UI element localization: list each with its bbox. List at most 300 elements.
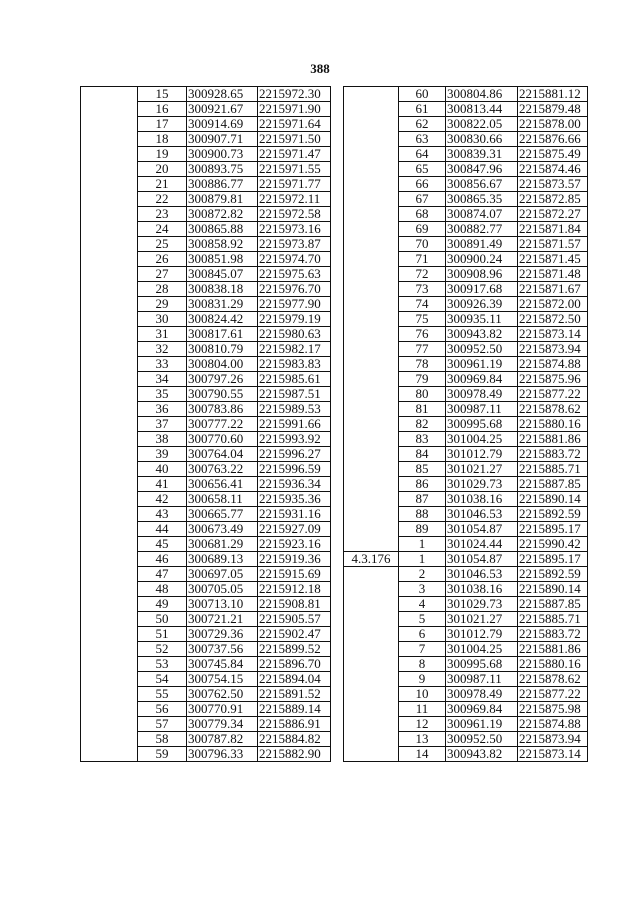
table-row [344,492,588,507]
point-number-cell: 30 [138,312,187,327]
y-coordinate-cell: 2215871.57 [518,237,588,252]
section-label-cell [81,282,138,297]
table-row [81,132,331,147]
x-coordinate-cell: 300665.77 [187,507,258,522]
section-label-cell [344,147,399,162]
table-row [81,717,331,732]
section-label-cell [344,477,399,492]
point-number-cell: 57 [138,717,187,732]
section-label-cell [344,102,399,117]
point-number-cell: 47 [138,567,187,582]
y-coordinate-cell: 2215971.90 [258,102,331,117]
table-row [344,732,588,747]
section-label-cell [344,282,399,297]
table-row [344,447,588,462]
table-row [81,282,331,297]
point-number-cell: 58 [138,732,187,747]
x-coordinate-cell: 300762.50 [187,687,258,702]
section-label-cell [344,177,399,192]
section-label-cell [81,627,138,642]
point-number-cell: 72 [399,267,446,282]
x-coordinate-cell: 300908.96 [446,267,518,282]
point-number-cell: 70 [399,237,446,252]
section-label-cell [81,672,138,687]
table-row [344,477,588,492]
x-coordinate-cell: 300978.49 [446,387,518,402]
table-row [344,402,588,417]
section-label-cell [344,612,399,627]
section-label-cell [344,582,399,597]
y-coordinate-cell: 2215971.64 [258,117,331,132]
section-label-cell [344,387,399,402]
section-label-cell [81,477,138,492]
y-coordinate-cell: 2215982.17 [258,342,331,357]
point-number-cell: 83 [399,432,446,447]
x-coordinate-cell: 300810.79 [187,342,258,357]
section-label-cell [81,732,138,747]
point-number-cell: 23 [138,207,187,222]
coordinates-table-left-body [81,87,331,762]
section-label-cell [81,582,138,597]
point-number-cell: 31 [138,327,187,342]
x-coordinate-cell: 300845.07 [187,267,258,282]
y-coordinate-cell: 2215890.14 [518,492,588,507]
section-label-cell [81,357,138,372]
y-coordinate-cell: 2215878.62 [518,402,588,417]
coordinates-table-right [343,86,588,762]
x-coordinate-cell: 300856.67 [446,177,518,192]
y-coordinate-cell: 2215971.55 [258,162,331,177]
x-coordinate-cell: 300681.29 [187,537,258,552]
table-row [81,237,331,252]
y-coordinate-cell: 2215877.22 [518,687,588,702]
table-row [81,567,331,582]
point-number-cell: 50 [138,612,187,627]
point-number-cell: 76 [399,327,446,342]
table-row [81,102,331,117]
table-row [81,357,331,372]
section-label-cell [81,417,138,432]
point-number-cell: 48 [138,582,187,597]
section-label-cell [344,222,399,237]
point-number-cell: 24 [138,222,187,237]
y-coordinate-cell: 2215873.57 [518,177,588,192]
x-coordinate-cell: 300831.29 [187,297,258,312]
point-number-cell: 36 [138,402,187,417]
y-coordinate-cell: 2215892.59 [518,567,588,582]
point-number-cell: 38 [138,432,187,447]
x-coordinate-cell: 301024.44 [446,537,518,552]
table-row [81,222,331,237]
table-row [344,132,588,147]
y-coordinate-cell: 2215977.90 [258,297,331,312]
x-coordinate-cell: 300787.82 [187,732,258,747]
section-label-cell [81,87,138,102]
y-coordinate-cell: 2215885.71 [518,462,588,477]
table-row [81,597,331,612]
y-coordinate-cell: 2215979.19 [258,312,331,327]
table-row [344,252,588,267]
y-coordinate-cell: 2215872.50 [518,312,588,327]
point-number-cell: 81 [399,402,446,417]
section-label-cell [344,237,399,252]
section-label-cell [344,342,399,357]
point-number-cell: 18 [138,132,187,147]
section-label-cell [81,507,138,522]
table-row [344,672,588,687]
y-coordinate-cell: 2215923.16 [258,537,331,552]
table-row [344,162,588,177]
point-number-cell: 60 [399,87,446,102]
x-coordinate-cell: 300779.34 [187,717,258,732]
x-coordinate-cell: 300886.77 [187,177,258,192]
table-row [344,582,588,597]
table-row [344,522,588,537]
table-row [81,207,331,222]
x-coordinate-cell: 301046.53 [446,507,518,522]
point-number-cell: 40 [138,462,187,477]
point-number-cell: 16 [138,102,187,117]
x-coordinate-cell: 301029.73 [446,477,518,492]
section-label-cell [344,717,399,732]
point-number-cell: 32 [138,342,187,357]
point-number-cell: 52 [138,642,187,657]
section-label-cell [344,132,399,147]
x-coordinate-cell: 300943.82 [446,327,518,342]
page-number: 388 [310,61,330,76]
point-number-cell: 12 [399,717,446,732]
section-label-cell [344,537,399,552]
table-row [81,522,331,537]
point-number-cell: 54 [138,672,187,687]
point-number-cell: 77 [399,342,446,357]
section-label-cell [344,732,399,747]
x-coordinate-cell: 300847.96 [446,162,518,177]
y-coordinate-cell: 2215890.14 [518,582,588,597]
point-number-cell: 86 [399,477,446,492]
table-row [344,432,588,447]
point-number-cell: 34 [138,372,187,387]
table-row [344,177,588,192]
point-number-cell: 61 [399,102,446,117]
x-coordinate-cell: 300893.75 [187,162,258,177]
table-row [344,102,588,117]
section-label-cell [81,192,138,207]
point-number-cell: 63 [399,132,446,147]
table-row [344,387,588,402]
section-label-cell [81,492,138,507]
section-label-cell [344,567,399,582]
section-label-cell [344,462,399,477]
x-coordinate-cell: 300804.86 [446,87,518,102]
y-coordinate-cell: 2215989.53 [258,402,331,417]
section-label-cell [81,687,138,702]
y-coordinate-cell: 2215985.61 [258,372,331,387]
table-row [81,327,331,342]
section-label-cell [344,642,399,657]
y-coordinate-cell: 2215887.85 [518,597,588,612]
table-row [344,537,588,552]
x-coordinate-cell: 301004.25 [446,432,518,447]
y-coordinate-cell: 2215885.71 [518,612,588,627]
y-coordinate-cell: 2215876.66 [518,132,588,147]
table-row [344,117,588,132]
section-label-cell [81,252,138,267]
x-coordinate-cell: 301029.73 [446,597,518,612]
table-row [344,657,588,672]
table-row [344,237,588,252]
table-row [81,372,331,387]
section-label-cell [344,597,399,612]
x-coordinate-cell: 300872.82 [187,207,258,222]
point-number-cell: 89 [399,522,446,537]
table-row [81,492,331,507]
y-coordinate-cell: 2215884.82 [258,732,331,747]
x-coordinate-cell: 300865.88 [187,222,258,237]
point-number-cell: 75 [399,312,446,327]
x-coordinate-cell: 301012.79 [446,447,518,462]
table-row [81,177,331,192]
x-coordinate-cell: 300656.41 [187,477,258,492]
point-number-cell: 29 [138,297,187,312]
x-coordinate-cell: 300813.44 [446,102,518,117]
section-label-cell [344,297,399,312]
table-row [81,552,331,567]
point-number-cell: 53 [138,657,187,672]
point-number-cell: 3 [399,582,446,597]
x-coordinate-cell: 300879.81 [187,192,258,207]
table-row [81,657,331,672]
y-coordinate-cell: 2215972.58 [258,207,331,222]
x-coordinate-cell: 300858.92 [187,237,258,252]
point-number-cell: 41 [138,477,187,492]
y-coordinate-cell: 2215908.81 [258,597,331,612]
table-row [81,117,331,132]
table-row [81,747,331,762]
y-coordinate-cell: 2215874.46 [518,162,588,177]
y-coordinate-cell: 2215874.88 [518,357,588,372]
point-number-cell: 49 [138,597,187,612]
x-coordinate-cell: 301054.87 [446,522,518,537]
x-coordinate-cell: 300796.33 [187,747,258,762]
y-coordinate-cell: 2215931.16 [258,507,331,522]
y-coordinate-cell: 2215971.50 [258,132,331,147]
y-coordinate-cell: 2215882.90 [258,747,331,762]
section-label-cell [344,687,399,702]
point-number-cell: 51 [138,627,187,642]
section-label-cell [344,627,399,642]
coordinates-table-right-body [344,87,588,762]
y-coordinate-cell: 2215872.00 [518,297,588,312]
table-row [344,297,588,312]
y-coordinate-cell: 2215936.34 [258,477,331,492]
table-row [344,687,588,702]
point-number-cell: 35 [138,387,187,402]
point-number-cell: 33 [138,357,187,372]
x-coordinate-cell: 300851.98 [187,252,258,267]
y-coordinate-cell: 2215875.98 [518,702,588,717]
point-number-cell: 19 [138,147,187,162]
x-coordinate-cell: 300995.68 [446,657,518,672]
y-coordinate-cell: 2215919.36 [258,552,331,567]
point-number-cell: 82 [399,417,446,432]
section-label-cell [344,507,399,522]
point-number-cell: 84 [399,447,446,462]
section-label-cell [81,102,138,117]
table-row [344,147,588,162]
table-row [81,732,331,747]
x-coordinate-cell: 300961.19 [446,717,518,732]
x-coordinate-cell: 300830.66 [446,132,518,147]
x-coordinate-cell: 300928.65 [187,87,258,102]
point-number-cell: 65 [399,162,446,177]
y-coordinate-cell: 2215873.14 [518,747,588,762]
x-coordinate-cell: 300943.82 [446,747,518,762]
point-number-cell: 74 [399,297,446,312]
x-coordinate-cell: 300713.10 [187,597,258,612]
table-row [81,387,331,402]
point-number-cell: 62 [399,117,446,132]
point-number-cell: 78 [399,357,446,372]
section-label-cell [344,372,399,387]
point-number-cell: 26 [138,252,187,267]
y-coordinate-cell: 2215886.91 [258,717,331,732]
section-label-cell [81,222,138,237]
point-number-cell: 79 [399,372,446,387]
point-number-cell: 28 [138,282,187,297]
x-coordinate-cell: 300952.50 [446,342,518,357]
table-row [344,717,588,732]
section-label-cell [81,747,138,762]
table-row [81,297,331,312]
table-row [344,222,588,237]
x-coordinate-cell: 300987.11 [446,402,518,417]
point-number-cell: 87 [399,492,446,507]
y-coordinate-cell: 2215871.45 [518,252,588,267]
y-coordinate-cell: 2215971.77 [258,177,331,192]
section-label-cell [344,312,399,327]
table-row [344,267,588,282]
section-label-cell [81,552,138,567]
x-coordinate-cell: 300764.04 [187,447,258,462]
x-coordinate-cell: 301021.27 [446,612,518,627]
section-label-cell [344,117,399,132]
x-coordinate-cell: 300914.69 [187,117,258,132]
x-coordinate-cell: 300783.86 [187,402,258,417]
x-coordinate-cell: 300705.05 [187,582,258,597]
x-coordinate-cell: 300987.11 [446,672,518,687]
table-row [81,162,331,177]
table-row [81,147,331,162]
point-number-cell: 22 [138,192,187,207]
section-label-cell [81,642,138,657]
x-coordinate-cell: 301046.53 [446,567,518,582]
x-coordinate-cell: 300763.22 [187,462,258,477]
x-coordinate-cell: 300824.42 [187,312,258,327]
x-coordinate-cell: 300961.19 [446,357,518,372]
y-coordinate-cell: 2215975.63 [258,267,331,282]
y-coordinate-cell: 2215973.87 [258,237,331,252]
section-label-cell [81,372,138,387]
point-number-cell: 7 [399,642,446,657]
x-coordinate-cell: 300874.07 [446,207,518,222]
section-label-cell [344,207,399,222]
section-label-cell [344,162,399,177]
x-coordinate-cell: 300935.11 [446,312,518,327]
x-coordinate-cell: 300978.49 [446,687,518,702]
section-label-cell [81,177,138,192]
y-coordinate-cell: 2215971.47 [258,147,331,162]
point-number-cell: 9 [399,672,446,687]
y-coordinate-cell: 2215973.16 [258,222,331,237]
table-row [344,597,588,612]
x-coordinate-cell: 300969.84 [446,702,518,717]
table-row [81,342,331,357]
section-label-cell [344,267,399,282]
section-label-cell [81,717,138,732]
y-coordinate-cell: 2215873.14 [518,327,588,342]
point-number-cell: 11 [399,702,446,717]
x-coordinate-cell: 300754.15 [187,672,258,687]
point-number-cell: 80 [399,387,446,402]
y-coordinate-cell: 2215875.96 [518,372,588,387]
x-coordinate-cell: 300689.13 [187,552,258,567]
section-label-cell [81,147,138,162]
x-coordinate-cell: 301038.16 [446,582,518,597]
section-label-cell [344,702,399,717]
y-coordinate-cell: 2215873.94 [518,342,588,357]
point-number-cell: 44 [138,522,187,537]
table-row [81,507,331,522]
x-coordinate-cell: 300900.24 [446,252,518,267]
x-coordinate-cell: 300839.31 [446,147,518,162]
table-row [81,267,331,282]
x-coordinate-cell: 300995.68 [446,417,518,432]
x-coordinate-cell: 300838.18 [187,282,258,297]
y-coordinate-cell: 2215881.86 [518,642,588,657]
section-label-cell [81,402,138,417]
table-row [344,507,588,522]
section-label-cell [81,447,138,462]
table-row [344,87,588,102]
y-coordinate-cell: 2215990.42 [518,537,588,552]
x-coordinate-cell: 300697.05 [187,567,258,582]
section-label-cell [344,402,399,417]
table-row [81,432,331,447]
section-label-cell [81,567,138,582]
table-row [344,192,588,207]
point-number-cell: 45 [138,537,187,552]
section-label-cell [344,192,399,207]
table-row [81,612,331,627]
table-row [344,702,588,717]
section-label-cell [344,672,399,687]
table-row [81,417,331,432]
y-coordinate-cell: 2215878.00 [518,117,588,132]
table-row [81,447,331,462]
x-coordinate-cell: 300969.84 [446,372,518,387]
y-coordinate-cell: 2215972.11 [258,192,331,207]
x-coordinate-cell: 300777.22 [187,417,258,432]
table-row [344,207,588,222]
point-number-cell: 46 [138,552,187,567]
coordinates-table-left [80,86,331,762]
x-coordinate-cell: 300817.61 [187,327,258,342]
point-number-cell: 71 [399,252,446,267]
point-number-cell: 64 [399,147,446,162]
y-coordinate-cell: 2215996.59 [258,462,331,477]
table-row [344,312,588,327]
